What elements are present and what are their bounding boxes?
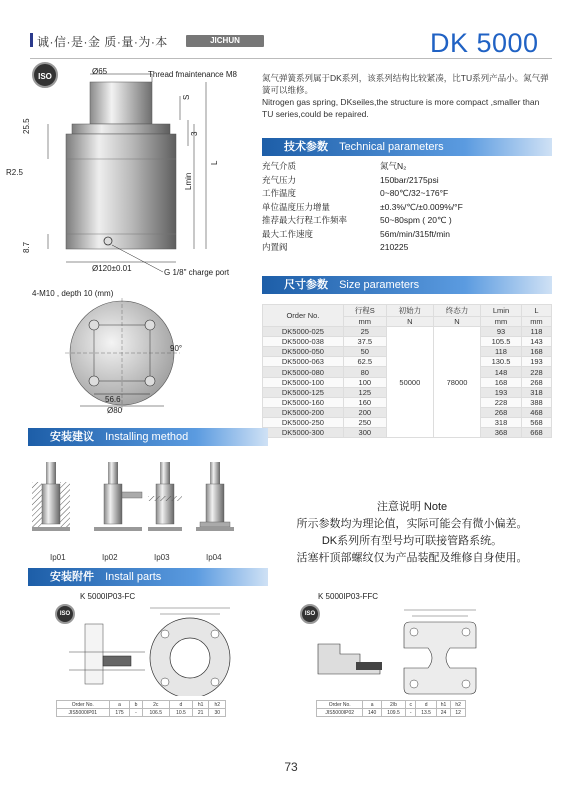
charge-port-label: G 1/8" charge port	[164, 268, 230, 277]
header-slogan: 诚·信·是·金 质·量·为·本	[37, 35, 168, 49]
cell-order: DK5000-038	[263, 337, 344, 347]
unit-lmin: mm	[481, 317, 522, 327]
cell-order: DK5000-025	[263, 327, 344, 337]
dim-rod-diameter: Ø65	[92, 67, 108, 76]
note-line-2: DK系列所有型号均可联接管路系统。	[321, 535, 503, 547]
header-final-force: 终态力	[433, 305, 480, 317]
install-methods-drawing	[28, 452, 268, 540]
part-table-header: d	[416, 701, 436, 709]
product-description	[262, 72, 552, 120]
cell-l: 468	[521, 407, 551, 417]
cell-order: DK5000-125	[263, 387, 344, 397]
part-table-header: 2c	[142, 701, 169, 709]
cell-stroke: 25	[343, 327, 386, 337]
part-table-cell: -	[406, 709, 416, 717]
part-table-cell: 109.5	[381, 709, 405, 717]
tech-param-value: 氮气N₂	[380, 161, 407, 171]
tech-param-row	[262, 174, 552, 187]
description-en: Nitrogen gas spring, DKseiles,the structure is more compact ,smaller than TU series,could be repaired.	[262, 97, 540, 119]
cell-l: 118	[521, 327, 551, 337]
part-table-cell: 21	[192, 709, 209, 717]
tech-param-value: 210225	[380, 242, 409, 252]
tech-section-header	[262, 138, 552, 156]
cell-stroke: 125	[343, 387, 386, 397]
tech-param-key: 最大工作速度	[262, 228, 314, 239]
part-table-cell: JIS5000IP02	[317, 709, 363, 717]
part-table-cell: 12	[451, 709, 466, 717]
part-table-header: b	[130, 701, 142, 709]
dim-56-6: 56.6	[105, 395, 121, 404]
dim-80: Ø80	[107, 406, 123, 415]
part-table-header: c	[406, 701, 416, 709]
part-table-cell: 24	[436, 709, 451, 717]
part-table-header: h1	[436, 701, 451, 709]
part-table-header: h2	[209, 701, 226, 709]
cell-stroke: 300	[343, 428, 386, 438]
cell-order: DK5000-160	[263, 397, 344, 407]
part-table-cell: 13.5	[416, 709, 436, 717]
part1-drawing	[55, 604, 235, 696]
tech-param-value: 0~80℃/32~176°F	[380, 188, 449, 198]
method-label-4: Ip04	[206, 553, 222, 562]
part-table-header: d	[169, 701, 192, 709]
dim-25-5: 25.5	[22, 118, 31, 134]
cell-lmin: 268	[481, 407, 522, 417]
parts-section-en: Install parts	[105, 571, 162, 583]
brand-logo: JICHUN	[186, 35, 264, 47]
cell-lmin: 228	[481, 397, 522, 407]
part1-iso-badge: ISO	[55, 604, 75, 624]
part-table-cell: 140	[363, 709, 381, 717]
part-table-cell: 106.5	[142, 709, 169, 717]
cell-stroke: 100	[343, 377, 386, 387]
cell-order: DK5000-300	[263, 428, 344, 438]
note-line-3: 活塞杆顶部螺纹仅为产品装配及维修自身使用。	[296, 552, 528, 564]
cell-stroke: 80	[343, 367, 386, 377]
dim-lmin: Lmin	[184, 172, 193, 190]
part-table-header: a	[109, 701, 130, 709]
table-row	[263, 327, 552, 337]
unit-initial-force: N	[386, 317, 433, 327]
cell-l: 668	[521, 428, 551, 438]
size-section-en: Size parameters	[339, 279, 420, 291]
header-order: Order No.	[263, 305, 344, 327]
method-label-1: Ip01	[50, 553, 66, 562]
dim-3: 3	[190, 131, 199, 136]
cell-stroke: 62.5	[343, 357, 386, 367]
tech-param-value: 56m/min/315ft/min	[380, 228, 450, 239]
cell-stroke: 37.5	[343, 337, 386, 347]
install-section-cn: 安装建议	[50, 431, 94, 443]
page-number: 73	[284, 760, 298, 774]
cell-lmin: 93	[481, 327, 522, 337]
tech-param-value: ±0.3%/℃/±0.009%/°F	[380, 201, 463, 212]
tech-param-value: 50~80spm ( 20℃ )	[380, 215, 452, 225]
tech-param-row	[262, 201, 552, 214]
header-initial-force: 初始力	[386, 305, 433, 317]
size-section-header	[262, 276, 552, 294]
part-table-cell: 10.5	[169, 709, 192, 717]
part2-iso-badge: ISO	[300, 604, 320, 624]
tech-param-key: 充气压力	[262, 174, 297, 185]
dim-radius: R2.5	[6, 168, 23, 177]
header-divider	[30, 58, 552, 59]
cell-lmin: 118	[481, 347, 522, 357]
part-table-cell: -	[130, 709, 142, 717]
cell-l: 568	[521, 417, 551, 427]
tech-param-value: 150bar/2175psi	[380, 174, 439, 185]
header-l: L	[521, 305, 551, 317]
iso-badge: ISO	[32, 62, 58, 88]
tech-param-row	[262, 160, 552, 173]
tech-param-row	[262, 187, 552, 200]
cell-order: DK5000-200	[263, 407, 344, 417]
dim-length: L	[210, 160, 219, 165]
cell-l: 143	[521, 337, 551, 347]
note-title: 注意说明 Note	[376, 501, 448, 513]
header-lmin: Lmin	[481, 305, 522, 317]
angle-label: 90°	[170, 344, 183, 353]
part-table-header: h2	[451, 701, 466, 709]
cell-stroke: 160	[343, 397, 386, 407]
tech-section-cn: 技术参数	[284, 141, 328, 153]
size-section-cn: 尺寸参数	[284, 279, 328, 291]
part1-title: K 5000IP03-FC	[80, 592, 136, 601]
cell-initial-force: 50000	[386, 327, 433, 438]
tech-param-key: 充气介质	[262, 161, 297, 171]
dim-body-diameter: Ø120±0.01	[92, 264, 132, 273]
tech-param-row	[262, 214, 552, 227]
tech-param-key: 内置阀	[262, 242, 288, 252]
part2-title: K 5000IP03-FFC	[318, 592, 379, 601]
cell-stroke: 50	[343, 347, 386, 357]
part-table-header: h1	[192, 701, 209, 709]
cell-lmin: 105.5	[481, 337, 522, 347]
size-table	[262, 304, 552, 438]
part1-table	[56, 700, 226, 717]
cell-stroke: 250	[343, 417, 386, 427]
part-table-header: Order No.	[57, 701, 110, 709]
tech-param-key: 推荐最大行程工作频率	[262, 215, 348, 225]
cell-lmin: 130.5	[481, 357, 522, 367]
cylinder-drawing	[28, 64, 258, 284]
cell-order: DK5000-063	[263, 357, 344, 367]
cell-lmin: 368	[481, 428, 522, 438]
model-title: DK 5000	[430, 28, 539, 58]
part2-drawing	[300, 604, 490, 696]
bolt-pattern-drawing	[60, 298, 195, 418]
method-label-2: Ip02	[102, 553, 118, 562]
dim-stroke: S	[182, 94, 191, 100]
cell-order: DK5000-080	[263, 367, 344, 377]
note-line-1: 所示参数均为理论值，实际可能会有微小偏差。	[296, 518, 528, 530]
parts-section-header	[28, 568, 268, 586]
part-table-header: a	[363, 701, 381, 709]
part-table-cell: 30	[209, 709, 226, 717]
tech-param-row	[262, 228, 552, 241]
cell-l: 318	[521, 387, 551, 397]
header-stroke: 行程S	[343, 305, 386, 317]
cell-stroke: 200	[343, 407, 386, 417]
part-table-cell: JIS5000IP01	[57, 709, 110, 717]
part-table-cell: 175	[109, 709, 130, 717]
holes-label: 4-M10 , depth 10 (mm)	[32, 289, 114, 298]
unit-l: mm	[521, 317, 551, 327]
cell-lmin: 318	[481, 417, 522, 427]
unit-final-force: N	[433, 317, 480, 327]
cell-lmin: 193	[481, 387, 522, 397]
header-accent-bar	[30, 33, 33, 47]
cell-order: DK5000-250	[263, 417, 344, 427]
cell-order: DK5000-100	[263, 377, 344, 387]
cell-l: 168	[521, 347, 551, 357]
dim-8-7: 8.7	[22, 241, 31, 253]
part-table-header: 2/b	[381, 701, 405, 709]
unit-stroke: mm	[343, 317, 386, 327]
tech-param-row	[262, 241, 552, 254]
cell-l: 268	[521, 377, 551, 387]
tech-param-key: 工作温度	[262, 188, 297, 198]
cell-l: 388	[521, 397, 551, 407]
part-table-header: Order No.	[317, 701, 363, 709]
cell-lmin: 168	[481, 377, 522, 387]
cell-final-force: 78000	[433, 327, 480, 438]
description-cn: 氮气弹簧系列属于DK系列，该系列结构比较紧凑，比TU系列产品小。氮气弹簧可以维修。	[262, 73, 549, 95]
thread-label: Thread fmaintenance M8	[148, 70, 237, 79]
install-section-en: Installing method	[105, 431, 189, 443]
tech-section-en: Technical parameters	[339, 141, 444, 153]
install-section-header	[28, 428, 268, 446]
parts-section-cn: 安装附件	[50, 571, 94, 583]
cell-l: 228	[521, 367, 551, 377]
tech-param-key: 单位温度压力增量	[262, 201, 331, 212]
method-label-3: Ip03	[154, 553, 170, 562]
cell-lmin: 148	[481, 367, 522, 377]
cell-l: 193	[521, 357, 551, 367]
part2-table	[316, 700, 466, 717]
cell-order: DK5000-050	[263, 347, 344, 357]
